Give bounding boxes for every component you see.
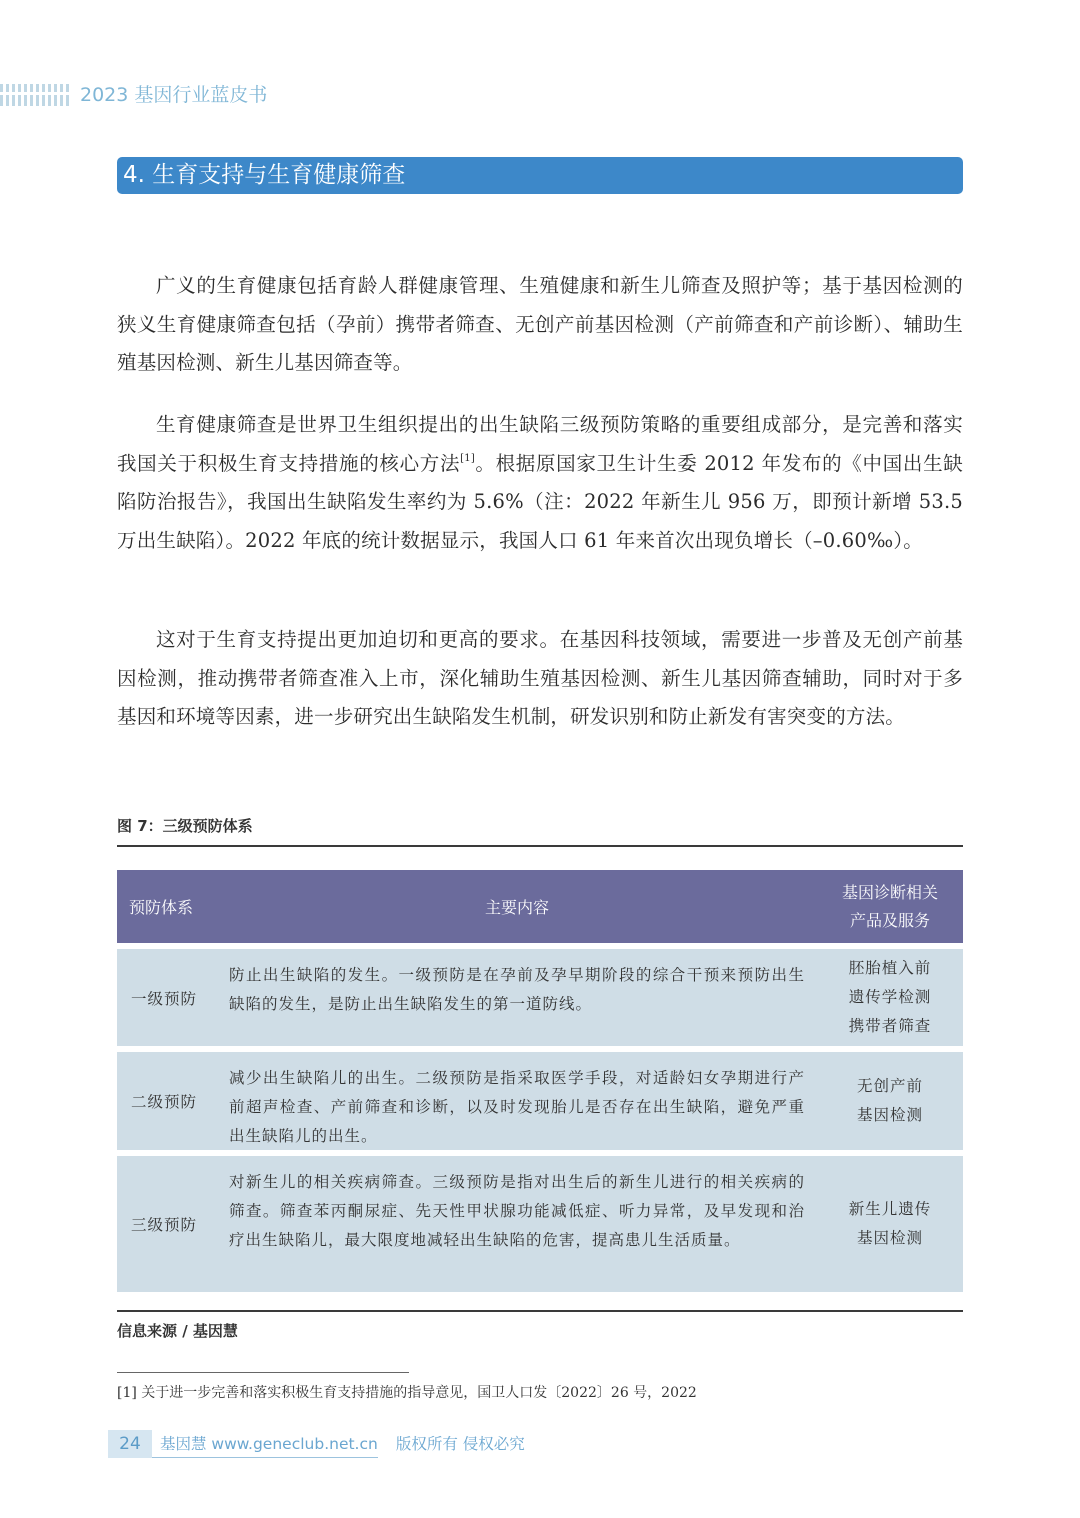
row-products bbox=[817, 1156, 963, 1292]
running-header bbox=[0, 80, 400, 110]
row-content: 减少出生缺陷儿的出生。二级预防是指采取医学手段，对适龄妇女孕期进行产前超声检查、产前筛查和诊断，以及时发现胎儿是否存在出生缺陷，避免严重出生缺陷儿的出生。 bbox=[229, 1069, 805, 1145]
footer-site-link[interactable]: 基因慧 www.geneclub.net.cn bbox=[160, 1435, 378, 1453]
row-level: 二级预防 bbox=[131, 1093, 198, 1111]
footnote-divider bbox=[117, 1372, 409, 1373]
product-item: 新生儿遗传 bbox=[848, 1200, 932, 1218]
header-col-system: 预防体系 bbox=[129, 898, 194, 917]
header-col-content: 主要内容 bbox=[484, 898, 549, 917]
header-decoration bbox=[0, 84, 70, 106]
row-products bbox=[817, 949, 963, 1046]
footer-rights: 版权所有 侵权必究 bbox=[395, 1435, 525, 1453]
product-item: 无创产前 bbox=[856, 1077, 923, 1095]
product-item: 遗传学检测 bbox=[848, 988, 932, 1006]
footnote-ref[interactable]: [1] bbox=[460, 452, 475, 464]
paragraph-1: 广义的生育健康包括育龄人群健康管理、生殖健康和新生儿筛查及照护等；基于基因检测的狭义生育健康筛查包括（孕前）携带者筛查、无创产前基因检测（产前筛查和产前诊断）、辅助生殖基因检测、新生儿基因筛查等。 bbox=[117, 274, 963, 374]
figure-source: 信息来源 / 基因慧 bbox=[117, 1322, 238, 1340]
prevention-table bbox=[117, 870, 963, 1292]
figure-bottom-rule bbox=[117, 1310, 963, 1312]
header-products-line-2: 产品及服务 bbox=[849, 910, 930, 930]
footnote: [1] 关于进一步完善和落实积极生育支持措施的指导意见，国卫人口发〔2022〕26 号，2022 bbox=[117, 1385, 697, 1401]
product-item: 基因检测 bbox=[856, 1229, 923, 1247]
footer-underline bbox=[152, 1457, 378, 1458]
product-item: 基因检测 bbox=[856, 1106, 923, 1124]
section-title: 4. 生育支持与生育健康筛查 bbox=[123, 162, 406, 188]
table-row bbox=[117, 949, 963, 1046]
row-products bbox=[817, 1052, 963, 1150]
product-item: 携带者筛查 bbox=[848, 1017, 932, 1035]
header-col-products bbox=[817, 870, 963, 943]
figure-top-rule bbox=[117, 845, 963, 847]
row-level: 三级预防 bbox=[131, 1216, 198, 1234]
product-item: 胚胎植入前 bbox=[848, 959, 932, 977]
paragraph-2 bbox=[117, 406, 963, 560]
table-header bbox=[117, 870, 963, 943]
paragraph-3: 这对于生育支持提出更加迫切和更高的要求。在基因科技领域，需要进一步普及无创产前基因检测，推动携带者筛查准入上市，深化辅助生殖基因检测、新生儿基因筛查辅助，同时对于多基因和环境等因素，进一步研究出生缺陷发生机制，研发识别和防止新发有害突变的方法。 bbox=[117, 628, 963, 728]
row-content: 防止出生缺陷的发生。一级预防是在孕前及孕早期阶段的综合干预来预防出生缺陷的发生，是防止出生缺陷发生的第一道防线。 bbox=[229, 966, 805, 1013]
section-heading bbox=[117, 157, 963, 194]
header-products-line-1: 基因诊断相关 bbox=[841, 882, 938, 902]
table-row bbox=[117, 1156, 963, 1292]
row-level: 一级预防 bbox=[131, 989, 198, 1008]
paragraph-2-part-b: 。根据原国家卫生计生委 2012 年发布的《中国出生缺陷防治报告》，我国出生缺陷发生率约为 5.6%（注：2022 年新生儿 956 万，即预计新增 53.5 万出生缺陷）。2022 年底的统计数据显示，我国人口 61 年来首次出现负增长（–0.60‰）。 bbox=[117, 451, 963, 552]
footer-text bbox=[160, 1430, 525, 1458]
row-content: 对新生儿的相关疾病筛查。三级预防是指对出生后的新生儿进行的相关疾病的筛查。筛查苯丙酮尿症、先天性甲状腺功能减低症、听力异常，及早发现和治疗出生缺陷儿，最大限度地减轻出生缺陷的危害，提高患儿生活质量。 bbox=[229, 1173, 805, 1249]
paragraph-2-part-a: 生育健康筛查是世界卫生组织提出的出生缺陷三级预防策略的重要组成部分，是完善和落实我国关于积极生育支持措施的核心方法 bbox=[117, 413, 963, 475]
figure-title: 图 7：三级预防体系 bbox=[117, 817, 253, 835]
header-title: 2023 基因行业蓝皮书 bbox=[80, 84, 268, 106]
page-number: 24 bbox=[108, 1430, 152, 1458]
page-footer bbox=[108, 1430, 548, 1458]
table-row bbox=[117, 1052, 963, 1150]
